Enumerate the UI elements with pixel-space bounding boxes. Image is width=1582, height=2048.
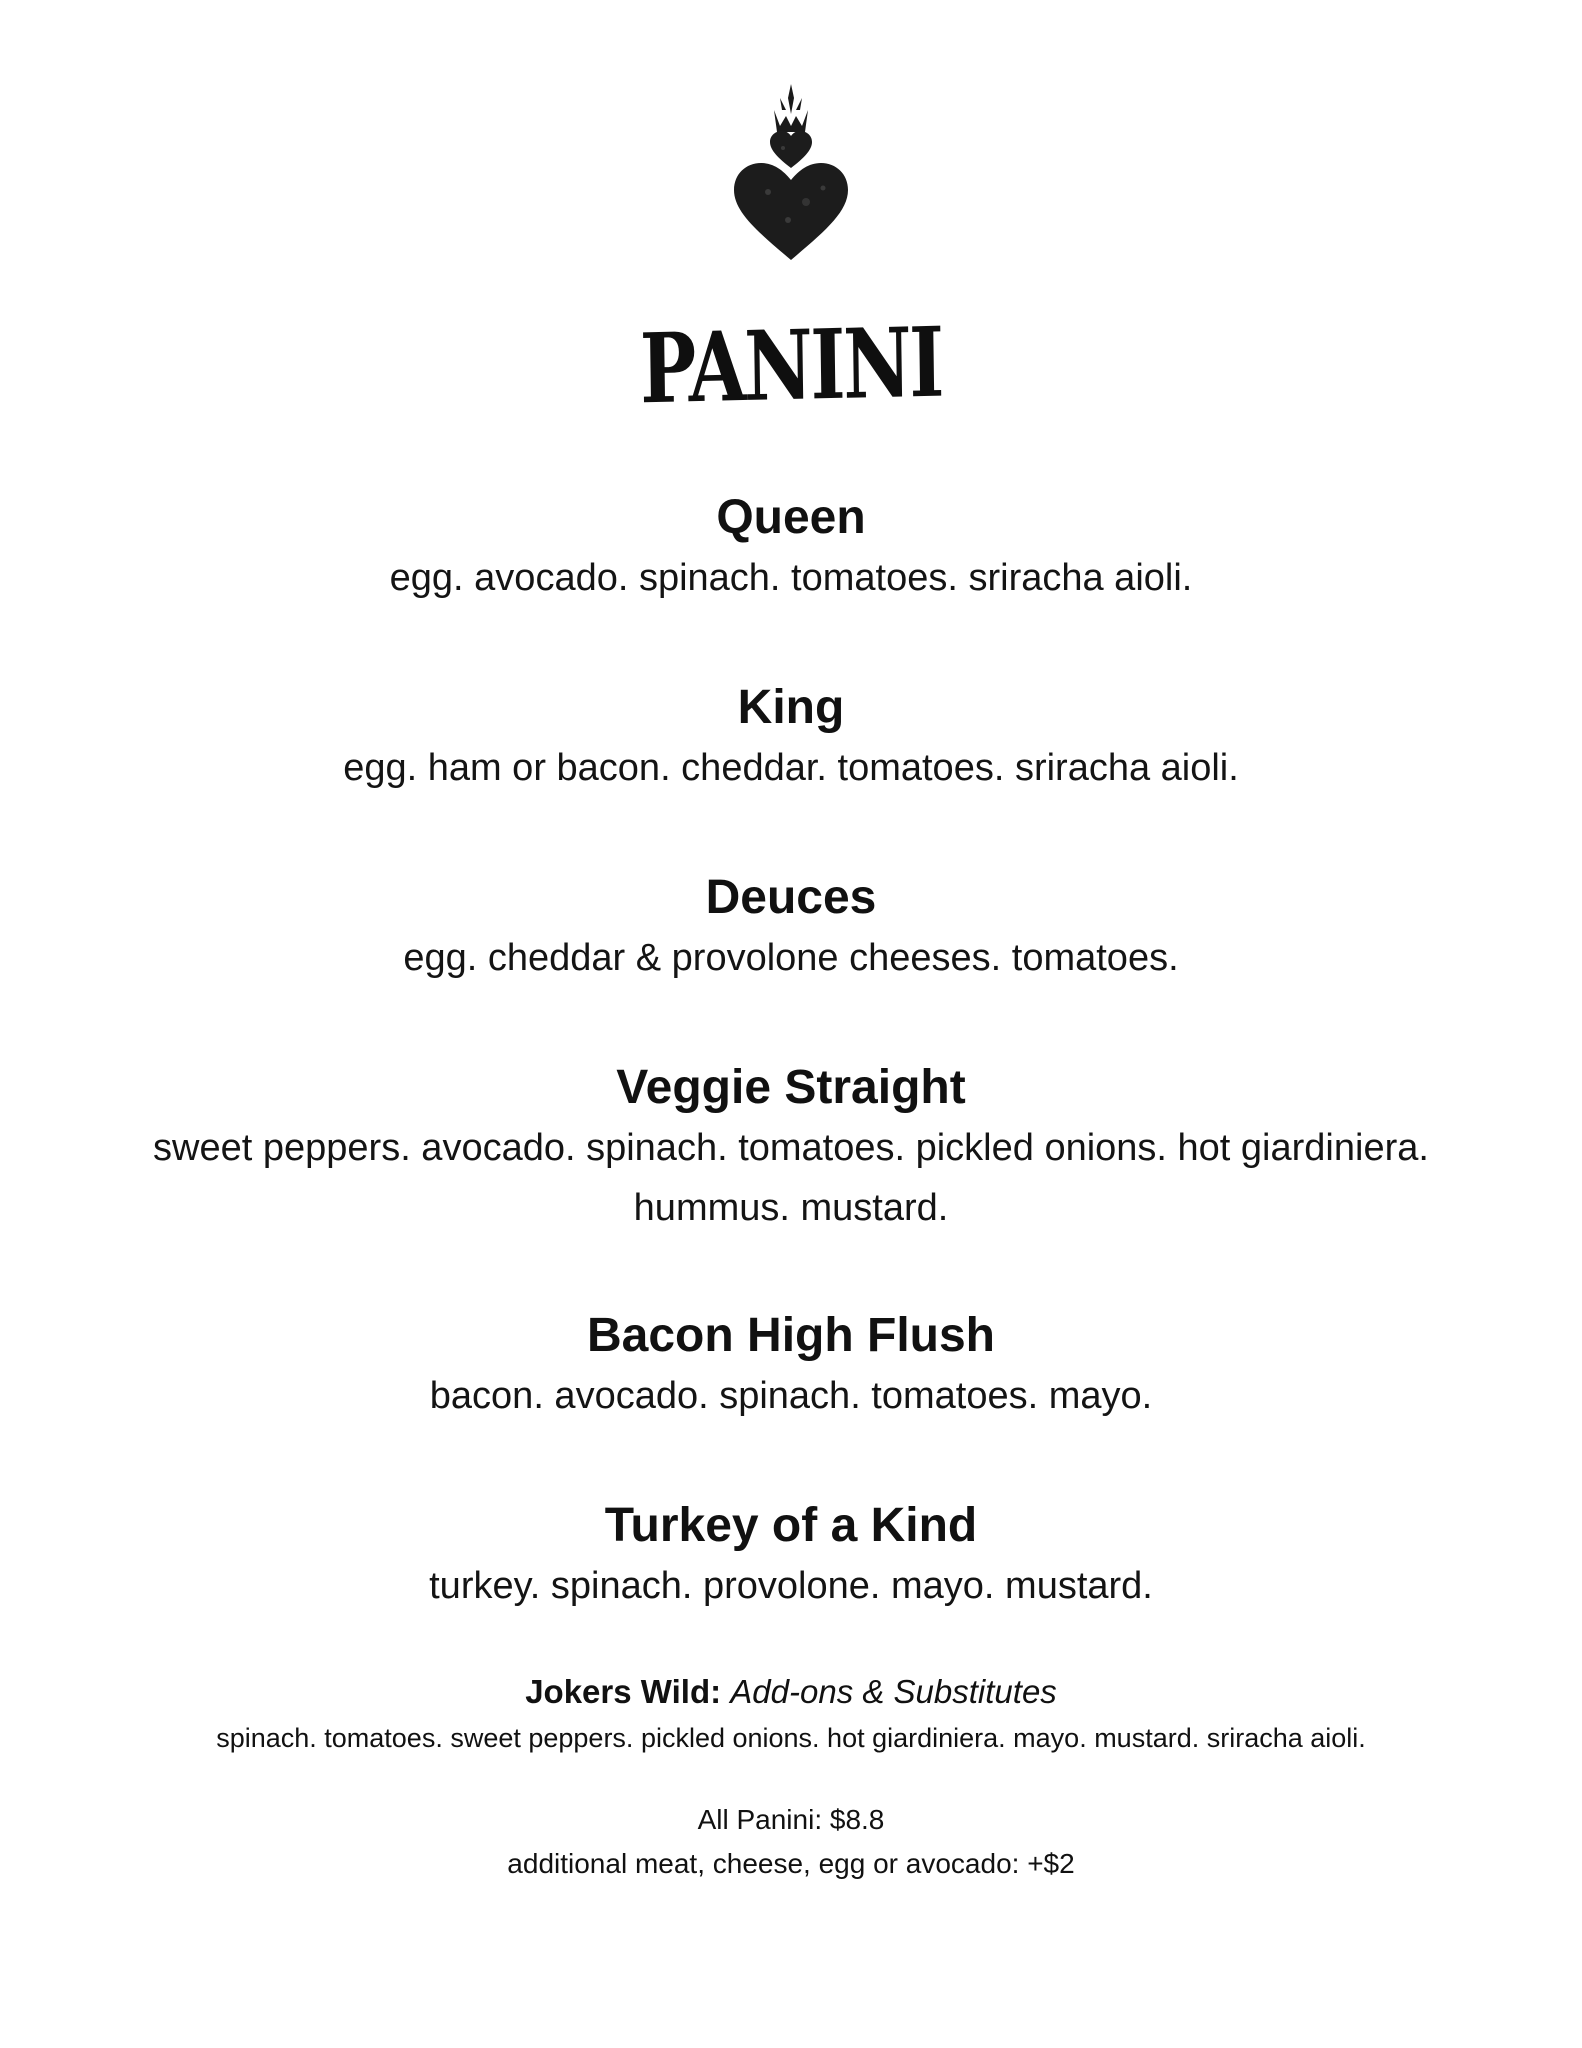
item-description: egg. avocado. spinach. tomatoes. sriracha aioli. xyxy=(389,557,1193,599)
pricing-section xyxy=(0,1798,1582,1886)
jokers-label: Jokers Wild: xyxy=(525,1673,722,1710)
item-description: egg. cheddar & provolone cheeses. tomatoes. xyxy=(403,937,1179,979)
jokers-list: spinach. tomatoes. sweet peppers. pickled onions. hot giardiniera. mayo. mustard. sriracha aioli. xyxy=(216,1723,1366,1753)
item-name: Deuces xyxy=(705,871,877,924)
price-line: All Panini: $8.8 xyxy=(697,1804,885,1835)
item-name: King xyxy=(737,681,845,734)
item-name: Veggie Straight xyxy=(616,1061,966,1114)
menu-title: PANINI xyxy=(639,305,943,426)
jokers-wild-section xyxy=(0,1668,1582,1760)
crowned-heart-icon xyxy=(728,80,854,262)
menu-item-bacon-high-flush xyxy=(0,1306,1582,1426)
item-description: egg. ham or bacon. cheddar. tomatoes. sriracha aioli. xyxy=(343,747,1239,789)
menu-item-deuces xyxy=(0,868,1582,988)
menu-item-king xyxy=(0,678,1582,798)
menu-item-queen xyxy=(0,488,1582,608)
menu-item-turkey-of-a-kind xyxy=(0,1496,1582,1616)
item-name: Queen xyxy=(716,491,866,544)
item-description: sweet peppers. avocado. spinach. tomatoes. pickled onions. hot giardiniera. xyxy=(153,1127,1429,1169)
item-name: Turkey of a Kind xyxy=(604,1499,978,1552)
item-description-line2: hummus. mustard. xyxy=(633,1187,949,1229)
jokers-subtitle: Add-ons & Substitutes xyxy=(730,1673,1057,1710)
addon-price-line: additional meat, cheese, egg or avocado: +$2 xyxy=(507,1848,1075,1879)
item-name: Bacon High Flush xyxy=(587,1309,995,1362)
jokers-heading xyxy=(0,1668,1582,1716)
item-description: turkey. spinach. provolone. mayo. mustard. xyxy=(429,1565,1153,1607)
menu-item-veggie-straight xyxy=(0,1058,1582,1238)
item-description: bacon. avocado. spinach. tomatoes. mayo. xyxy=(429,1375,1153,1417)
